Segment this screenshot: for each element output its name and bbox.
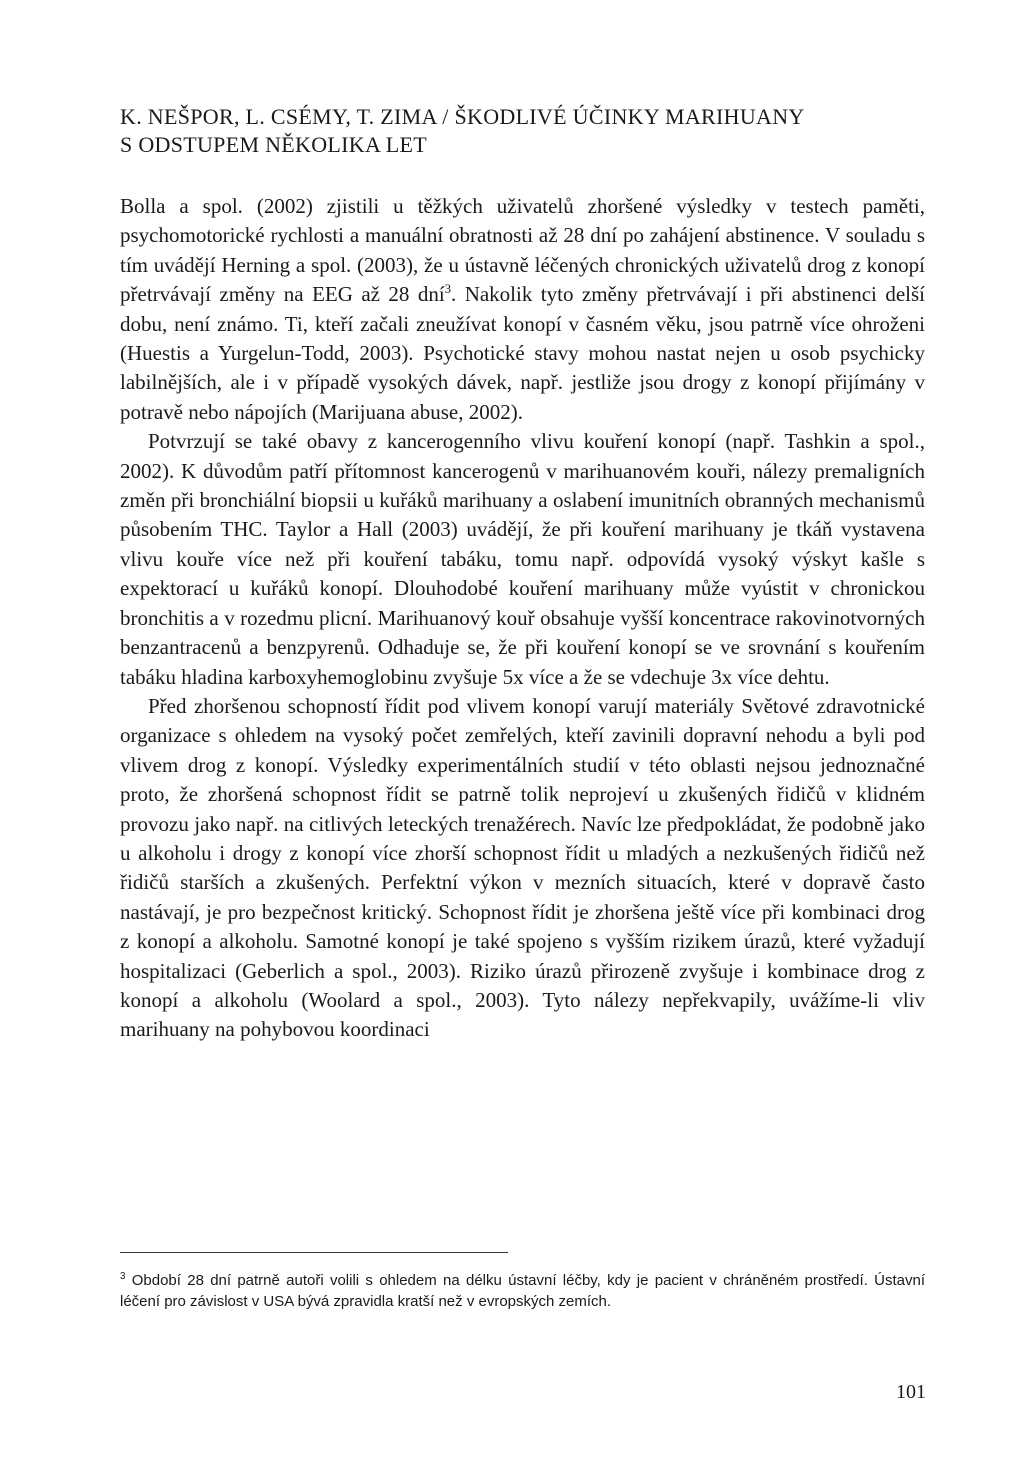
- footnote-divider: [120, 1252, 508, 1253]
- running-header: [120, 103, 920, 159]
- page-number: 101: [896, 1381, 926, 1403]
- footnote-reference: 3: [444, 282, 451, 297]
- footnote-number: 3: [120, 1271, 126, 1282]
- body-text: [120, 192, 925, 1045]
- paragraph-2: Potvrzují se také obavy z kancerogenního vlivu kouření konopí (např. Tashkin a spol., 2002). K důvodům patří přítomnost kancerogenů v marihuanovém kouři, nálezy premaligních změn při bronchiální biopsii u kuřáků marihuany a oslabení imunitních obranných mechanismů působením THC. Taylor a Hall (2003) uvádějí, že při kouření marihuany je tkáň vystavena vlivu kouře více než při kouření tabáku, tomu např. odpovídá vysoký výskyt kašle s expektorací u kuřáků konopí. Dlouhodobé kouření marihuany může vyústit v chronickou bronchitis a v rozedmu plicní. Marihuanový kouř obsahuje vyšší koncentrace rakovinotvorných benzantracenů a benzpyrenů. Odhaduje se, že při kouření konopí se ve srovnání s kouřením tabáku hladina karboxyhemoglobinu zvyšuje 5x více a že se vdechuje 3x více dehtu.: [120, 429, 925, 689]
- header-line-2: S ODSTUPEM NĚKOLIKA LET: [120, 132, 427, 157]
- paragraph-1-text-a: Bolla a spol. (2002) zjistili u těžkých uživatelů zhoršené výsledky v testech paměti, psychomotorické rychlosti a manuální obratnosti až 28 dní po zahájení abstinence. V souladu s tím uvádějí Herning a spol. (2003), že u ústavně léčených chronických uživatelů drog z konopí přetrvávají změny na EEG až 28 dní: [120, 194, 925, 307]
- footnote-text: Období 28 dní patrně autoři volili s ohledem na délku ústavní léčby, kdy je pacient v chráněném prostředí. Ústavní léčení pro závislost v USA bývá zpravidla kratší než v evropských zemích.: [120, 1272, 925, 1310]
- header-line-1: K. NEŠPOR, L. CSÉMY, T. ZIMA / ŠKODLIVÉ ÚČINKY MARIHUANY: [120, 104, 805, 129]
- footnote: [120, 1270, 925, 1312]
- paragraph-3: Před zhoršenou schopností řídit pod vlivem konopí varují materiály Světové zdravotnické organizace s ohledem na vysoký počet zemřelých, kteří zavinili dopravní nehodu a byli pod vlivem drog z konopí. Výsledky experimentálních studií v této oblasti nejsou jednoznačné proto, že zhoršená schopnost řídit se patrně tolik neprojeví u zkušených řidičů v klidném provozu jako např. na citlivých leteckých trenažérech. Navíc lze předpokládat, že podobně jako u alkoholu i drogy z konopí více zhorší schopnost řídit u mladých a nezkušených řidičů než řidičů starších a zkušených. Perfektní výkon v mezních situacích, které v dopravě často nastávají, je pro bezpečnost kritický. Schopnost řídit je zhoršena ještě více při kombinaci drog z konopí a alkoholu. Samotné konopí je také spojeno s vyšším rizikem úrazů, které vyžadují hospitalizaci (Geberlich a spol., 2003). Riziko úrazů přirozeně zvyšuje i kombinace drog z konopí a alkoholu (Woolard a spol., 2003). Tyto nálezy nepřekvapily, uvážíme-li vliv marihuany na pohybovou koordinaci: [120, 693, 925, 1042]
- paragraph-1-text-b: . Nakolik tyto změny přetrvávají i při abstinenci delší dobu, není známo. Ti, kteří začali zneužívat konopí v časném věku, jsou patrně více ohroženi (Huestis a Yurgelun-Todd, 2003). Psychotické stavy mohou nastat nejen u osob psychicky labilnějších, ale i v případě vysokých dávek, např. jestliže jsou drogy z konopí přijímány v potravě nebo nápojích (Marijuana abuse, 2002).: [120, 282, 926, 424]
- paragraph-1: [120, 192, 925, 427]
